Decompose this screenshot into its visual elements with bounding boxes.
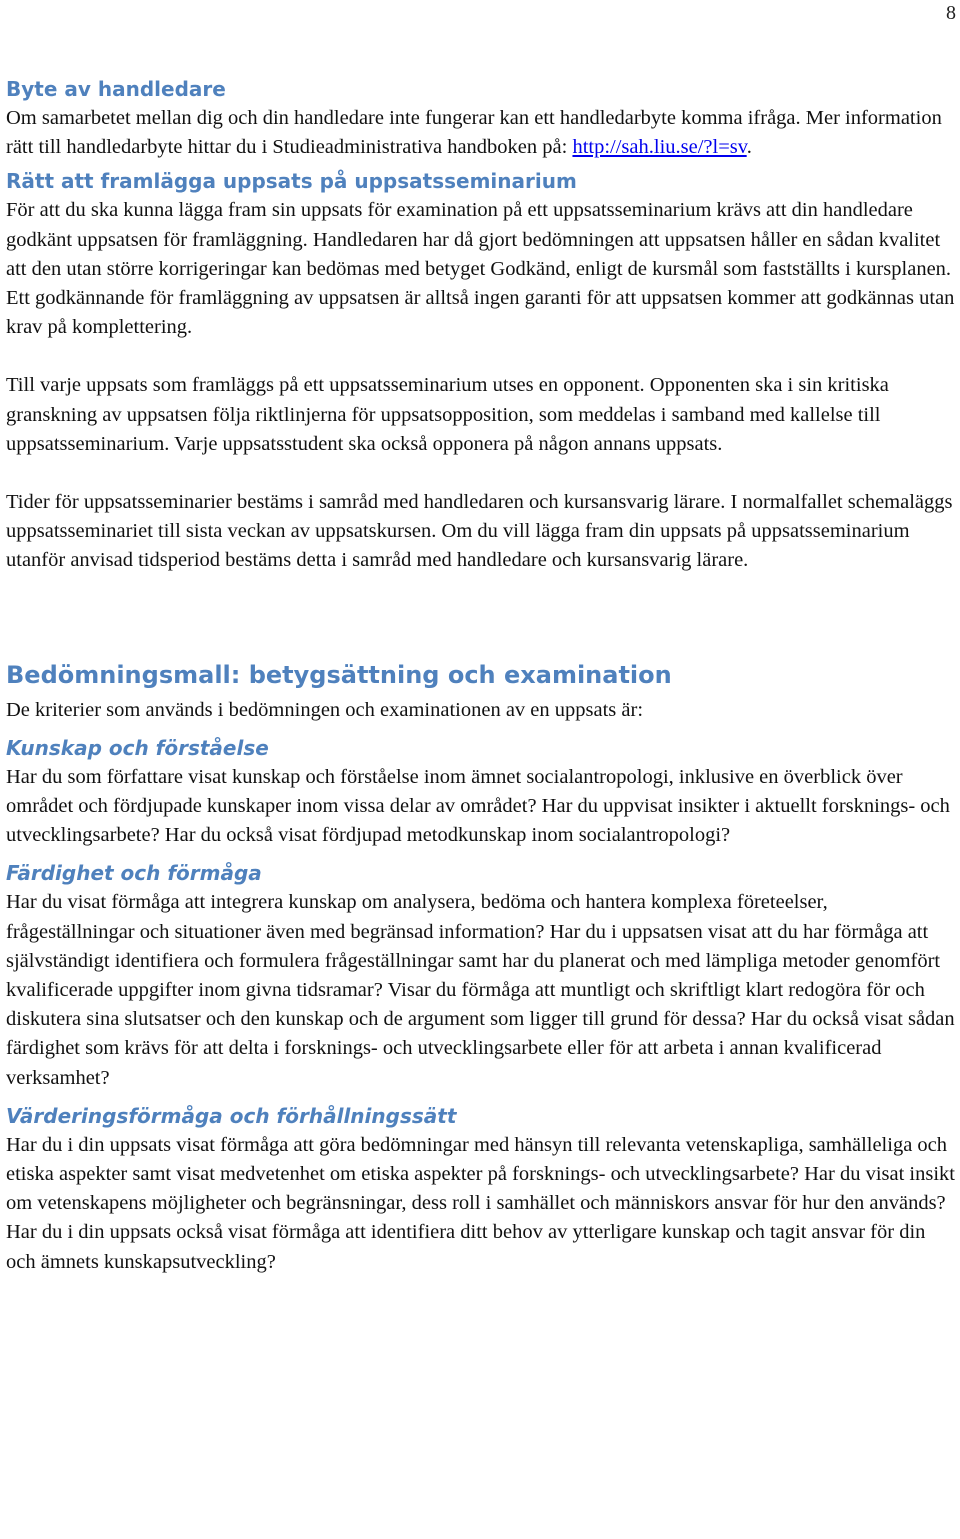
paragraph-kunskap-och-forstaelse: Har du som författare visat kunskap och förståelse inom ämnet socialantropologi, inklusive en överblick över området och fördjupade kunskaper inom vissa delar av området? Har du uppvisat insikter i aktuellt forsknings- och utvecklingsarbete? Har du också visat fördjupad metodkunskap inom socialantropologi? [6,765,950,847]
paragraph-framlagga-2: Till varje uppsats som framläggs på ett uppsatsseminarium utses en opponent. Opponenten ska i sin kritiska granskning av uppsatsen följa riktlinjerna för uppsatsopposition, som meddelas i samband med kallelse till uppsatsseminarium. Varje uppsatsstudent ska också opponera på någon annans uppsats. [6,374,889,455]
heading-ratt-att-framlagga: Rätt att framlägga uppsats på uppsatsseminarium [6,169,577,194]
heading-bedomningsmall: Bedömningsmall: betygsättning och examination [6,660,672,689]
heading-fardighet-och-formaga: Färdighet och förmåga [6,861,262,886]
document-body [6,74,956,1277]
paragraph-handledare-text: Om samarbetet mellan dig och din handledare inte fungerar kan ett handledarbyte komma ifråga. Mer information rätt till handledarbyte hittar du i Studieadministrativa handboken på: [6,107,942,159]
page-number: 8 [946,2,956,24]
heading-byte-av-handledare: Byte av handledare [6,77,226,101]
heading-varderingsformaga: Värderingsförmåga och förhållningssätt [6,1103,457,1128]
heading-kunskap-och-forstaelse: Kunskap och förståelse [6,735,269,760]
paragraph-fardighet-och-formaga: Har du visat förmåga att integrera kunskap om analysera, bedöma och hantera komplexa företeelser, frågeställningar och situationer även med begränsad information? Har du i uppsatsen visat att du har förmåga att självständigt identifiera och formulera frågeställningar samt har du planerat och med lämpliga metoder genomfört kvalificerade uppgifter inom givna tidsramar? Visar du förmåga att muntligt och skriftligt klart redogöra för och diskutera sina slutsatser och den kunskap och de argument som ligger till grund för dessa? Har du också visat sådan färdighet som krävs för att delta i forsknings- och utvecklingsarbete eller för att arbeta i annan kvalificerad verksamhet? [6,891,955,1089]
sah-link[interactable]: http://sah.liu.se/?l=sv [572,136,747,159]
paragraph-framlagga-3: Tider för uppsatsseminarier bestäms i samråd med handledaren och kursansvarig lärare. I normalfallet schemaläggs uppsatsseminariet till sista veckan av uppsatskursen. Om du vill lägga fram din uppsats på uppsatsseminarium utanför anvisad tidsperiod bestäms detta i samråd med handledare och kursansvarig lärare. [6,491,953,572]
paragraph-varderingsformaga: Har du i din uppsats visat förmåga att göra bedömningar med hänsyn till relevanta vetenskapliga, samhälleliga och etiska aspekter samt visat medvetenhet om etiska aspekter på forsknings- och utvecklingsarbete? Har du visat insikt om vetenskapens möjligheter och begränsningar, dess roll i samhället och människors ansvar för hur den används? Har du i din uppsats också visat förmåga att identifiera ditt behov av ytterligare kunskap och tagit ansvar för din och ämnets kunskapsutveckling? [6,1133,955,1273]
paragraph-handledare [6,104,956,162]
paragraph-framlagga-1: För att du ska kunna lägga fram sin uppsats för examination på ett uppsatsseminarium krävs att din handledare godkänt uppsatsen för framläggning. Handledaren har då gjort bedömningen att uppsatsen håller en sådan kvalitet att den utan större korrigeringar kan bedömas med betyget Godkänd, enligt de kursmål som fastställts i kursplanen. Ett godkännande för framläggning av uppsatsen är alltså ingen garanti för att uppsatsen kommer att godkännas utan krav på komplettering. [6,199,955,339]
paragraph-bedomning-intro: De kriterier som används i bedömningen och examinationen av en uppsats är: [6,698,644,721]
paragraph-handledare-period: . [746,136,752,159]
